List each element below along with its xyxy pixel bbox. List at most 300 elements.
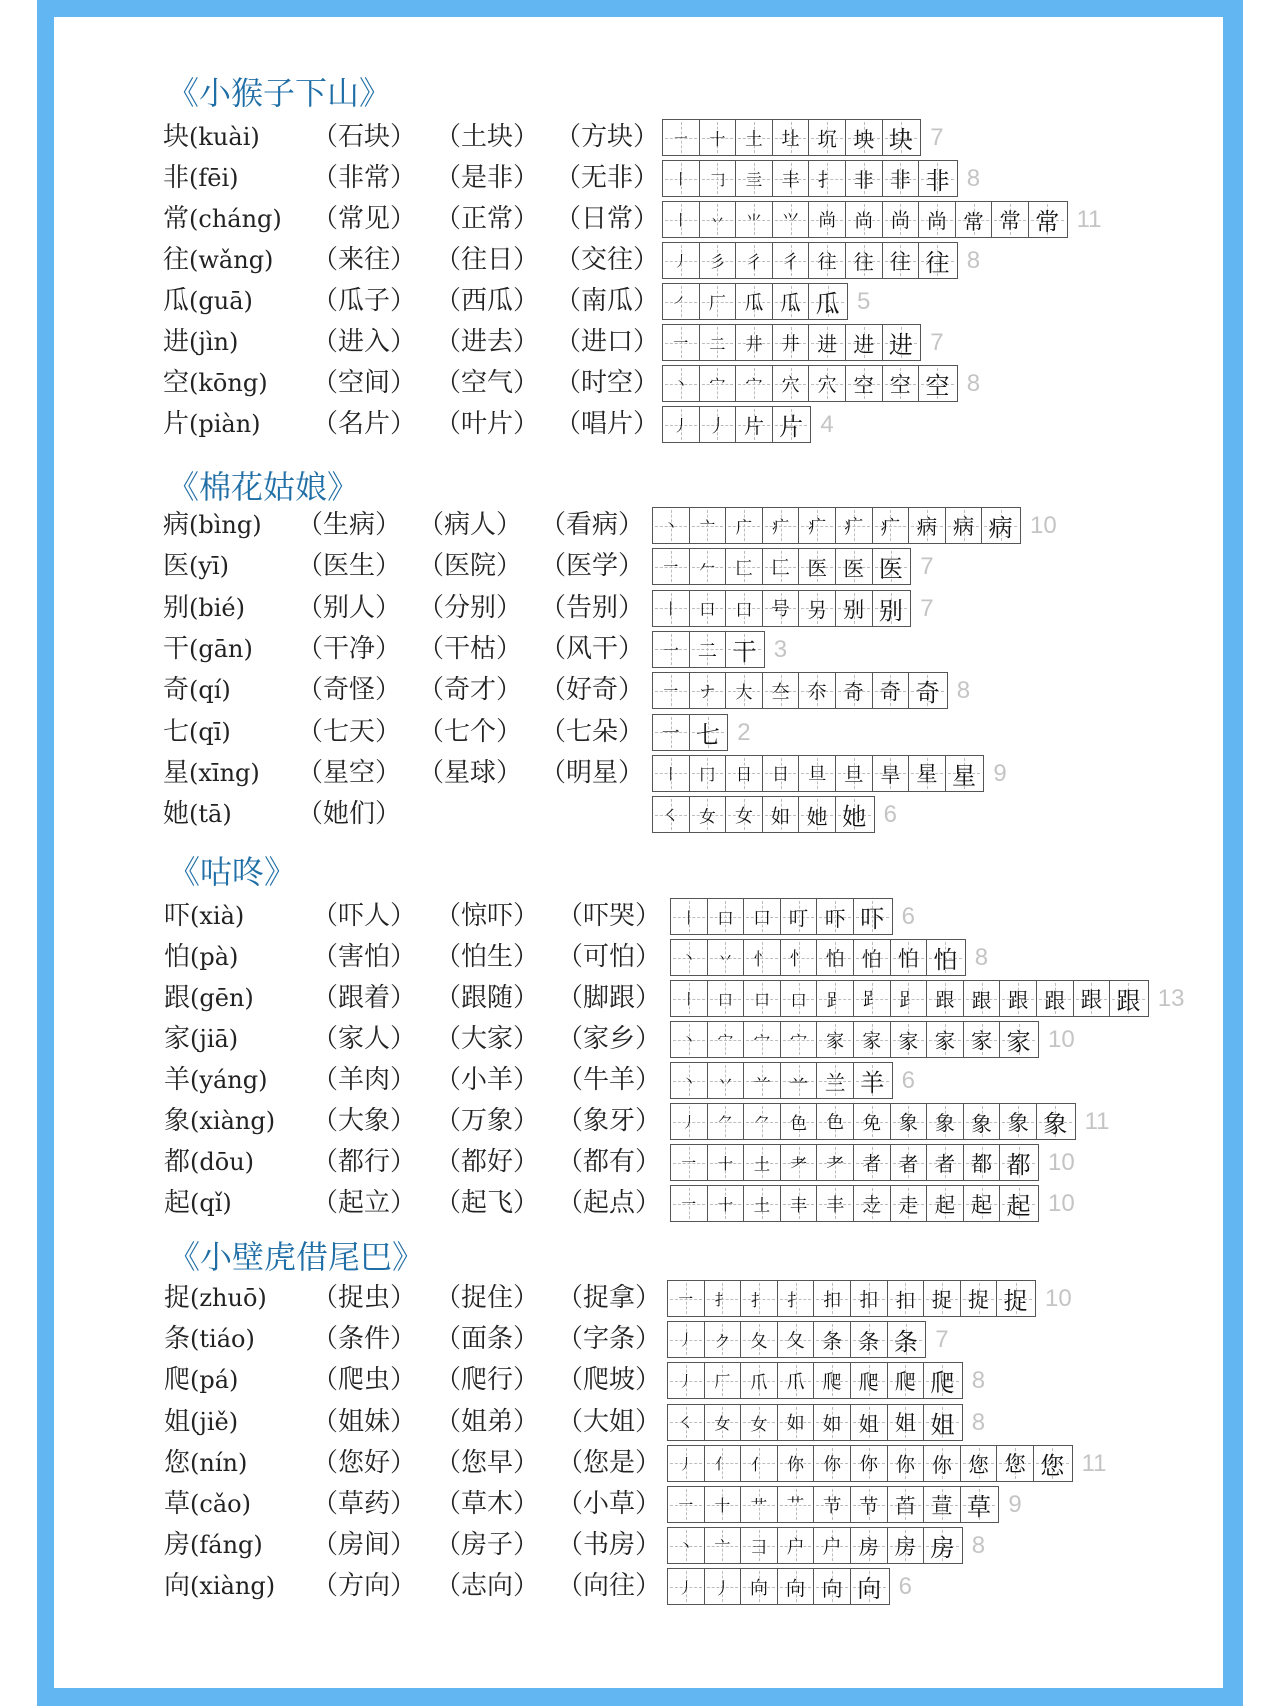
compound-word: （象牙）	[557, 1106, 662, 1136]
stroke-cell	[964, 1022, 1001, 1057]
vocab-row	[0, 939, 1280, 976]
stroke-cell	[836, 756, 873, 791]
stroke-cell	[846, 243, 883, 278]
stroke-cell	[883, 202, 920, 237]
stroke-glyph: 厂	[714, 1372, 731, 1392]
stroke-cell	[736, 161, 773, 196]
stroke-glyph: 户	[822, 1536, 842, 1559]
headword	[163, 590, 245, 627]
vocab-row	[0, 796, 1280, 833]
vocab-row	[0, 1103, 1280, 1140]
stroke-glyph: 跟	[971, 988, 992, 1012]
stroke-order-grid	[652, 796, 875, 833]
compound-word: （医生）	[297, 551, 402, 582]
stroke-glyph: 草	[967, 1493, 992, 1521]
stroke-cell	[741, 1528, 778, 1563]
stroke-cell	[799, 756, 836, 791]
stroke-cell	[663, 120, 700, 155]
compound-word: （进入）	[312, 327, 417, 357]
compound-word: （七朵）	[540, 716, 645, 747]
stroke-glyph: 丿	[681, 1114, 697, 1131]
stroke-cell	[961, 1487, 998, 1522]
stroke-glyph: 井	[745, 335, 763, 355]
stroke-glyph: 𧾷	[899, 989, 918, 1011]
stroke-glyph: ⺍	[782, 210, 800, 231]
stroke-glyph: 往	[853, 250, 874, 274]
stroke-cell	[690, 797, 727, 832]
compound-word: （草药）	[312, 1489, 417, 1519]
stroke-glyph: 别	[843, 598, 865, 623]
stroke-cell	[888, 1528, 925, 1563]
stroke-order-grid	[652, 631, 765, 668]
headword-char: 奇	[163, 675, 190, 706]
stroke-cell	[671, 940, 708, 975]
stroke-glyph: 走	[898, 1194, 919, 1217]
headword-char: 向	[164, 1571, 191, 1602]
stroke-cell	[982, 508, 1019, 543]
stroke-glyph: ⺈	[717, 1113, 734, 1132]
stroke-glyph: 土	[753, 1195, 771, 1215]
pinyin: (cǎo)	[190, 1490, 251, 1518]
stroke-cell	[668, 1528, 705, 1563]
pinyin: (guā)	[189, 287, 253, 315]
stroke-glyph: 七	[695, 720, 720, 749]
vocab-row	[0, 1362, 1280, 1399]
stroke-glyph: 扣	[823, 1289, 842, 1311]
stroke-cell	[817, 940, 854, 975]
stroke-count: 10	[1048, 1149, 1075, 1176]
stroke-glyph: 病	[988, 514, 1013, 542]
stroke-cell	[668, 1405, 705, 1440]
pinyin: (kuài)	[189, 123, 260, 151]
stroke-glyph: 片	[779, 413, 804, 441]
stroke-cell	[773, 161, 810, 196]
pinyin: (pà)	[190, 943, 239, 971]
stroke-cell	[883, 366, 920, 401]
compound-word: （日常）	[555, 204, 660, 234]
stroke-cell	[854, 1145, 891, 1180]
stroke-order-grid	[652, 507, 1021, 544]
stroke-cell	[778, 1363, 815, 1398]
stroke-order-grid	[670, 1062, 893, 1099]
stroke-cell	[1000, 1186, 1037, 1221]
stroke-cell	[726, 508, 763, 543]
stroke-glyph: 如	[786, 1413, 805, 1435]
stroke-cell	[705, 1487, 742, 1522]
stroke-glyph: 往	[889, 249, 911, 274]
compound-word: （她们）	[297, 799, 402, 830]
stroke-glyph: 女	[699, 806, 716, 826]
stroke-cell	[736, 202, 773, 237]
stroke-glyph: 爬	[930, 1369, 955, 1398]
stroke-glyph: 家	[826, 1030, 845, 1052]
vocab-row	[0, 1445, 1280, 1482]
stroke-glyph: 穴	[781, 374, 800, 396]
stroke-cell	[799, 549, 836, 584]
stroke-cell	[700, 325, 737, 360]
stroke-glyph: 块	[888, 126, 913, 154]
stroke-glyph: 赱	[862, 1195, 882, 1216]
compound-word: （起立）	[312, 1188, 417, 1218]
stroke-cell	[773, 366, 810, 401]
compound-word: （都好）	[435, 1147, 540, 1177]
stroke-cell	[744, 981, 781, 1016]
headword	[163, 672, 231, 709]
stroke-glyph: 二	[709, 334, 726, 354]
stroke-glyph: 房	[930, 1534, 955, 1563]
stroke-order-grid	[667, 1486, 999, 1523]
stroke-cell	[814, 1363, 851, 1398]
compound-word: （病人）	[418, 510, 523, 540]
stroke-order-grid	[662, 406, 811, 443]
stroke-glyph: 非	[889, 167, 911, 192]
stroke-cell	[854, 940, 891, 975]
stroke-cell	[888, 1322, 925, 1357]
vocab-row	[0, 1185, 1280, 1222]
stroke-glyph: 丰	[826, 1194, 845, 1216]
headword	[164, 1362, 238, 1399]
vocab-row	[0, 324, 1280, 361]
stroke-cell	[773, 202, 810, 237]
compound-word: （医院）	[418, 551, 523, 582]
vocab-row	[0, 1527, 1280, 1564]
stroke-cell	[1037, 1104, 1074, 1139]
stroke-glyph: 扌	[786, 1291, 805, 1311]
stroke-count: 6	[901, 1067, 915, 1094]
stroke-cell	[946, 756, 983, 791]
stroke-glyph: 十	[717, 1154, 734, 1173]
stroke-cell	[741, 1405, 778, 1440]
headword-char: 您	[164, 1447, 191, 1478]
compound-word: （条件）	[312, 1324, 417, 1355]
stroke-glyph: 日	[771, 764, 790, 785]
stroke-cell	[814, 1446, 851, 1481]
stroke-cell	[690, 508, 727, 543]
compound-word: （吓哭）	[557, 901, 662, 931]
compound-word: （空气）	[435, 368, 540, 398]
stroke-glyph: 怕	[933, 946, 958, 974]
stroke-glyph: 医	[843, 556, 865, 581]
stroke-glyph: 丨	[663, 599, 679, 618]
compound-word: （捉拿）	[557, 1283, 662, 1313]
stroke-glyph: 常	[963, 209, 984, 234]
stroke-cell	[726, 591, 763, 626]
stroke-cell	[705, 1363, 742, 1398]
compound-word: （告别）	[540, 592, 645, 623]
compound-word: （七个）	[418, 716, 523, 747]
stroke-order-grid	[670, 939, 966, 976]
stroke-glyph: 冂	[699, 764, 716, 784]
stroke-glyph: 疒	[880, 516, 901, 539]
stroke-cell	[653, 632, 690, 667]
compound-word: （七天）	[297, 716, 402, 747]
stroke-cell	[671, 981, 708, 1016]
stroke-cell	[809, 325, 846, 360]
stroke-glyph: 你	[932, 1453, 952, 1477]
vocab-row	[0, 242, 1280, 279]
stroke-cell	[726, 549, 763, 584]
headword	[163, 324, 238, 361]
headword-char: 空	[163, 368, 190, 398]
stroke-glyph: ナ	[699, 682, 716, 702]
headword	[164, 1062, 267, 1099]
stroke-glyph: 进	[888, 331, 913, 359]
vocab-row	[0, 1486, 1280, 1523]
stroke-cell	[705, 1528, 742, 1563]
compound-word: （起飞）	[435, 1188, 540, 1218]
stroke-glyph: 姐	[930, 1410, 955, 1439]
headword	[163, 755, 260, 792]
stroke-cell	[690, 673, 727, 708]
stroke-cell	[891, 1022, 928, 1057]
pinyin: (zhuō)	[190, 1284, 267, 1312]
stroke-cell	[854, 1104, 891, 1139]
stroke-glyph: 坈	[817, 128, 838, 151]
stroke-count: 7	[930, 124, 944, 151]
vocab-row	[0, 1062, 1280, 1099]
stroke-cell	[773, 120, 810, 155]
stroke-glyph: 吓	[824, 906, 846, 931]
stroke-order-grid	[662, 160, 958, 197]
vocab-row	[0, 1280, 1280, 1317]
stroke-glyph: 向	[857, 1575, 882, 1604]
compound-word: （是非）	[435, 163, 540, 193]
stroke-glyph: 十	[717, 1195, 734, 1214]
stroke-cell	[726, 756, 763, 791]
stroke-cell	[1037, 981, 1074, 1016]
stroke-cell	[924, 1487, 961, 1522]
compound-word: （字条）	[557, 1324, 662, 1355]
stroke-cell	[741, 1487, 778, 1522]
stroke-cell	[663, 284, 700, 319]
stroke-cell	[663, 161, 700, 196]
pinyin: (qí)	[189, 676, 231, 705]
stroke-glyph: 艹	[750, 1496, 768, 1516]
stroke-cell	[773, 325, 810, 360]
stroke-cell	[809, 161, 846, 196]
headword-char: 进	[163, 327, 190, 357]
compound-word: （姐妹）	[312, 1406, 417, 1437]
stroke-cell	[708, 1186, 745, 1221]
stroke-glyph: 忄	[789, 948, 808, 970]
stroke-cell	[997, 1281, 1034, 1316]
stroke-glyph: 象	[935, 1112, 955, 1135]
stroke-cell	[736, 284, 773, 319]
stroke-cell	[817, 1186, 854, 1221]
stroke-cell	[888, 1446, 925, 1481]
stroke-cell	[814, 1405, 851, 1440]
stroke-glyph: 节	[859, 1494, 879, 1518]
stroke-cell	[744, 899, 781, 934]
pinyin: (gān)	[189, 634, 253, 663]
stroke-glyph: 丶	[678, 1537, 694, 1556]
stroke-cell	[671, 1145, 708, 1180]
stroke-glyph: 丶	[681, 1072, 697, 1091]
stroke-glyph: 𠂉	[699, 558, 716, 578]
stroke-count: 8	[971, 1367, 986, 1395]
stroke-glyph: 户	[786, 1536, 805, 1558]
compound-word: （干净）	[297, 633, 402, 664]
stroke-glyph: 一	[662, 641, 680, 661]
headword-char: 瓜	[163, 286, 190, 316]
stroke-cell	[964, 1186, 1001, 1221]
compound-word: （您是）	[557, 1447, 662, 1478]
stroke-glyph: 您	[1040, 1451, 1065, 1480]
stroke-glyph: 家	[970, 1027, 993, 1053]
stroke-glyph: 你	[787, 1454, 805, 1475]
stroke-cell	[763, 508, 800, 543]
stroke-cell	[653, 549, 690, 584]
compound-word: （爬坡）	[557, 1365, 662, 1396]
headword-char: 起	[164, 1188, 191, 1218]
headword-char: 条	[164, 1324, 191, 1355]
stroke-cell	[956, 202, 993, 237]
stroke-count: 7	[935, 1326, 949, 1354]
stroke-cell	[836, 673, 873, 708]
stroke-count: 10	[1045, 1285, 1072, 1312]
pinyin: (wǎng)	[189, 246, 274, 274]
pinyin: (pá)	[190, 1366, 239, 1395]
lesson-title: 《小猴子下山》	[167, 74, 392, 112]
compound-word: （大家）	[435, 1024, 540, 1054]
lesson-title: 《棉花姑娘》	[167, 468, 360, 506]
pinyin: (xīng)	[189, 758, 260, 787]
compound-word: （风干）	[540, 633, 645, 664]
compound-word: （您早）	[435, 1447, 540, 1478]
stroke-cell	[781, 981, 818, 1016]
stroke-count: 11	[1084, 1108, 1110, 1135]
stroke-cell	[851, 1528, 888, 1563]
compound-word: （牛羊）	[557, 1065, 662, 1095]
stroke-cell	[781, 1104, 818, 1139]
vocab-row	[0, 631, 1280, 668]
pinyin: (yáng)	[190, 1066, 268, 1094]
stroke-glyph: 星	[952, 761, 977, 790]
stroke-glyph: 丿	[708, 415, 727, 437]
compound-word: （跟随）	[435, 983, 540, 1013]
stroke-cell	[653, 591, 690, 626]
stroke-glyph: 爪	[786, 1371, 805, 1393]
stroke-cell	[924, 1363, 961, 1398]
stroke-cell	[671, 1063, 708, 1098]
stroke-glyph: 亠	[699, 517, 716, 536]
stroke-glyph: 彳	[745, 253, 763, 273]
stroke-glyph: 你	[859, 1454, 878, 1476]
stroke-cell	[773, 243, 810, 278]
stroke-cell	[809, 284, 846, 319]
stroke-cell	[653, 673, 690, 708]
pinyin: (gēn)	[190, 984, 254, 1012]
stroke-glyph: 荁	[931, 1492, 953, 1518]
stroke-order-grid	[662, 365, 958, 402]
stroke-glyph: 色	[826, 1113, 844, 1133]
stroke-cell	[946, 508, 983, 543]
stroke-cell	[690, 549, 727, 584]
stroke-count: 9	[1008, 1491, 1022, 1518]
stroke-glyph: 者	[862, 1154, 882, 1175]
stroke-glyph: 跟	[1116, 987, 1141, 1015]
stroke-glyph: 亻	[714, 1455, 731, 1474]
stroke-cell	[814, 1322, 851, 1357]
stroke-count: 11	[1081, 1449, 1107, 1477]
compound-word: （家人）	[312, 1024, 417, 1054]
stroke-cell	[663, 407, 700, 442]
vocab-row	[0, 590, 1280, 627]
headword-char: 她	[163, 799, 190, 830]
vocab-row	[0, 672, 1280, 709]
stroke-glyph: 吓	[860, 905, 885, 933]
stroke-glyph: 丨	[673, 212, 689, 229]
headword-char: 房	[164, 1530, 191, 1561]
stroke-cell	[736, 366, 773, 401]
stroke-glyph: 跟	[1080, 988, 1103, 1013]
headword-char: 家	[164, 1024, 191, 1054]
pinyin: (cháng)	[189, 205, 282, 233]
compound-word: （干枯）	[418, 633, 523, 664]
stroke-cell	[778, 1446, 815, 1481]
stroke-glyph: 您	[1004, 1452, 1026, 1478]
stroke-order-grid	[667, 1445, 1073, 1482]
compound-word: （无非）	[555, 163, 660, 193]
stroke-cell	[851, 1281, 888, 1316]
stroke-glyph: 夂	[750, 1332, 768, 1353]
stroke-cell	[773, 284, 810, 319]
pinyin: (jiā)	[190, 1025, 239, 1053]
stroke-glyph: 丶	[681, 1032, 697, 1049]
stroke-glyph: 亻	[750, 1455, 768, 1475]
stroke-cell	[671, 1104, 708, 1139]
headword-char: 往	[163, 245, 190, 275]
stroke-cell	[927, 1186, 964, 1221]
vocab-row	[0, 898, 1280, 935]
stroke-cell	[799, 797, 836, 832]
stroke-glyph: 亠	[714, 1537, 731, 1557]
pinyin: (tiáo)	[190, 1325, 255, 1354]
stroke-glyph: 丷	[717, 1072, 734, 1092]
stroke-cell	[817, 1022, 854, 1057]
stroke-glyph: 丨	[681, 991, 697, 1008]
headword	[164, 1103, 275, 1140]
stroke-cell	[961, 1281, 998, 1316]
headword	[163, 507, 262, 544]
stroke-count: 11	[1076, 206, 1102, 233]
compound-word: （石块）	[312, 122, 417, 152]
stroke-cell	[778, 1281, 815, 1316]
pinyin: (jiě)	[190, 1407, 239, 1436]
stroke-order-grid	[670, 1021, 1039, 1058]
stroke-cell	[997, 1446, 1034, 1481]
stroke-cell	[854, 899, 891, 934]
vocab-row	[0, 406, 1280, 443]
stroke-glyph: 丨	[663, 764, 679, 783]
stroke-glyph: 一	[681, 1196, 697, 1213]
stroke-glyph: 非	[925, 167, 950, 195]
stroke-glyph: ㇛	[663, 806, 679, 825]
stroke-cell	[1000, 1145, 1037, 1180]
stroke-glyph: 色	[790, 1112, 808, 1133]
stroke-cell	[690, 756, 727, 791]
stroke-order-grid	[652, 672, 948, 709]
stroke-count: 8	[956, 677, 971, 705]
stroke-glyph: 宀	[717, 1031, 734, 1050]
stroke-cell	[741, 1363, 778, 1398]
headword	[163, 201, 282, 238]
stroke-glyph: 丶	[681, 949, 697, 967]
stroke-glyph: 夵	[807, 681, 827, 704]
headword-char: 病	[163, 510, 190, 540]
vocab-row	[0, 755, 1280, 792]
compound-word: （空间）	[312, 368, 417, 398]
